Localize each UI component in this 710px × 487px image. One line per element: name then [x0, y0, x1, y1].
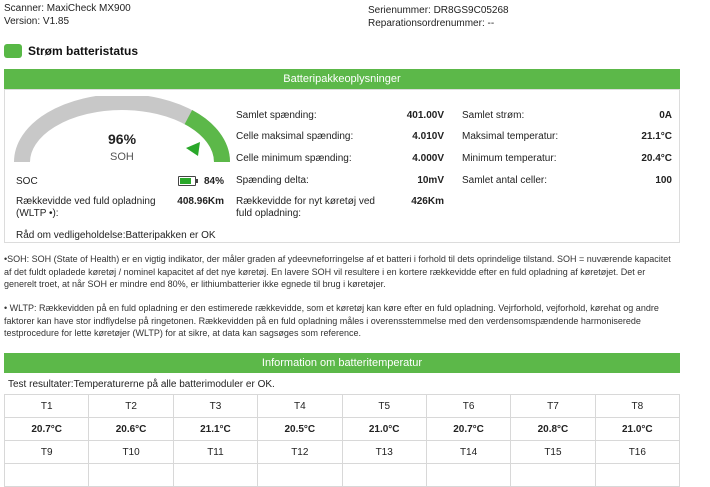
total-voltage-value: 401.00V	[406, 110, 444, 121]
temp-label-t6: T6	[426, 395, 510, 418]
page-title: Strøm batteristatus	[28, 44, 139, 58]
temp-value-t2: 20.6°C	[89, 418, 173, 441]
soh-gauge-fill	[188, 117, 222, 162]
temp-value-t4: 20.5°C	[258, 418, 342, 441]
range-full-value: 408.96Km	[177, 196, 224, 207]
temp-value-cell	[511, 464, 595, 487]
range-full-label: Rækkevidde ved fuld opladning (WLTP •):	[16, 196, 156, 219]
temp-label-t8: T8	[595, 395, 679, 418]
temp-label-t16: T16	[595, 441, 679, 464]
temp-value-cell	[342, 464, 426, 487]
total-voltage-label: Samlet spænding:	[236, 110, 317, 121]
cell-min-voltage-value: 4.000V	[412, 153, 444, 164]
temp-label-t13: T13	[342, 441, 426, 464]
cell-min-voltage-label: Celle minimum spænding:	[236, 153, 352, 164]
temperature-value-row	[5, 418, 680, 441]
soh-note: •SOH: SOH (State of Health) er en vigtig indikator, der måler graden af ydeevneforringelse af et batteri i forhold til dets oprindelige tilstand. SOH = nuværende kapacitet af det fuldt opladede køretøj / nominel kapacitet af det nye køretøj. En lavere SOH vil resultere i en kortere rækkevidde efter en fuld opladning af køretøjet. Det er generelt troet, at når SOH er mindre end 80%, er lithiumbatterier ikke egnede til brug i køretøjer.	[4, 254, 671, 289]
temp-value-t5: 21.0°C	[342, 418, 426, 441]
scanner-label: Scanner: MaxiCheck MX900	[4, 3, 131, 14]
temp-value-cell	[5, 464, 89, 487]
temp-value-cell	[426, 464, 510, 487]
temp-value-t8: 21.0°C	[595, 418, 679, 441]
max-temp-label: Maksimal temperatur:	[462, 131, 559, 142]
temp-label-t7: T7	[511, 395, 595, 418]
temp-label-t1: T1	[5, 395, 89, 418]
temp-value-cell	[258, 464, 342, 487]
cell-max-voltage-value: 4.010V	[412, 131, 444, 142]
temperature-label-row-2	[5, 441, 680, 464]
temp-label-t4: T4	[258, 395, 342, 418]
temperature-table	[4, 394, 680, 487]
maintenance-advice: Råd om vedligeholdelse:Batteripakken er OK	[16, 230, 216, 241]
range-new-value: 426Km	[411, 196, 444, 207]
soh-percent: 96%	[108, 131, 137, 147]
max-temp-value: 21.1°C	[641, 131, 672, 142]
temp-value-t7: 20.8°C	[511, 418, 595, 441]
range-new-label: Rækkevidde for nyt køretøj ved fuld opladning:	[236, 196, 375, 219]
min-temp-value: 20.4°C	[641, 153, 672, 164]
temperature-label-row	[5, 395, 680, 418]
temp-label-t3: T3	[173, 395, 257, 418]
temp-value-t3: 21.1°C	[173, 418, 257, 441]
voltage-delta-label: Spænding delta:	[236, 175, 309, 186]
temperature-test-result: Test resultater:Temperaturerne på alle batterimoduler er OK.	[8, 379, 275, 390]
total-current-label: Samlet strøm:	[462, 110, 525, 121]
min-temp-label: Minimum temperatur:	[462, 153, 557, 164]
temp-label-t14: T14	[426, 441, 510, 464]
temp-label-t10: T10	[89, 441, 173, 464]
soh-label: SOH	[110, 151, 134, 163]
version-label: Version: V1.85	[4, 16, 70, 27]
soc-value: 84%	[204, 176, 225, 187]
temp-value-t1: 20.7°C	[5, 418, 89, 441]
temp-label-t12: T12	[258, 441, 342, 464]
temp-label-t9: T9	[5, 441, 89, 464]
wltp-note: • WLTP: Rækkevidden på en fuld opladning er den estimerede rækkevidde, som et køretøj kan køre efter en fuld opladning. Vejrforhold, vejforhold, kørehat og andre faktorer kan have stor indflydelse på ringetonen. Rækkevidden på en fuld opladning måles i overensstemmelse med den verdensomspændende harmoniserede testprocedure for lette køretøjer (WLTP) for at sikre, at data kan sagsøges som reference.	[4, 303, 659, 338]
battery-pack-header: Batteripakkeoplysninger	[4, 69, 680, 89]
temp-value-t6: 20.7°C	[426, 418, 510, 441]
temp-label-t11: T11	[173, 441, 257, 464]
serial-number: Serienummer: DR8GS9C05268	[368, 5, 509, 16]
cell-max-voltage-label: Celle maksimal spænding:	[236, 131, 354, 142]
voltage-delta-value: 10mV	[417, 175, 444, 186]
battery-logo-icon	[4, 44, 22, 58]
repair-order-number: Reparationsordrenummer: --	[368, 18, 495, 29]
temp-label-t5: T5	[342, 395, 426, 418]
temp-value-cell	[595, 464, 679, 487]
soc-label: SOC	[16, 176, 38, 187]
soh-gauge-marker-icon	[186, 142, 200, 156]
cell-count-label: Samlet antal celler:	[462, 175, 548, 186]
battery-icon	[178, 176, 196, 189]
temp-value-cell	[89, 464, 173, 487]
temp-label-t2: T2	[89, 395, 173, 418]
temp-value-cell	[173, 464, 257, 487]
temperature-value-row-2	[5, 464, 680, 487]
total-current-value: 0A	[659, 110, 672, 121]
cell-count-value: 100	[655, 175, 672, 186]
temp-label-t15: T15	[511, 441, 595, 464]
temperature-header: Information om batteritemperatur	[4, 353, 680, 373]
